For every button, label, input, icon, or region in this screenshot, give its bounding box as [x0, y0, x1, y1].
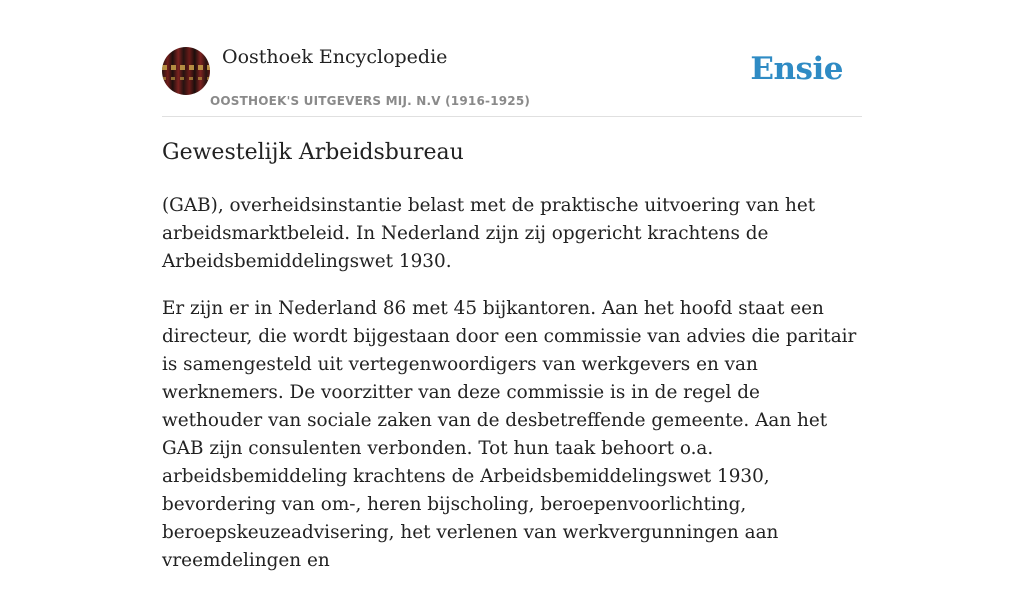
- article-paragraph: (GAB), overheidsinstantie belast met de praktische uitvoering van het arbeidsmarktbeleid. In Nederland zijn zij opgericht krachtens de Arbeidsbemiddelingswet 1930.: [162, 195, 816, 272]
- publisher-label: OOSTHOEK'S UITGEVERS MIJ. N.V (1916-1925): [210, 94, 531, 108]
- article-paragraph: Er zijn er in Nederland 86 met 45 bijkantoren. Aan het hoofd staat een directeur, die wordt bijgestaan door een commissie van advies die paritair is samengesteld uit vertegenwoordigers van werkgevers en van werknemers. De voorzitter van deze commissie is in de regel de wethouder van sociale zaken van de desbetreffende gemeente. Aan het GAB zijn consulenten verbonden. Tot hun taak behoort o.a. arbeidsbemiddeling krachtens de Arbeidsbemiddelingswet 1930, bevordering van om-, heren bijscholing, beroepenvoorlichting, beroepskeuzeadvisering, het verlenen van werkvergunningen aan vreemdelingen en: [162, 298, 857, 571]
- article-card: [162, 0, 862, 571]
- entry-title: Gewestelijk Arbeidsbureau: [162, 140, 464, 165]
- source-header: [162, 0, 862, 117]
- article-body: [162, 192, 862, 594]
- ensie-logo[interactable]: Ensie: [750, 51, 843, 87]
- source-title[interactable]: Oosthoek Encyclopedie: [222, 46, 448, 68]
- encyclopedia-avatar[interactable]: [162, 47, 210, 95]
